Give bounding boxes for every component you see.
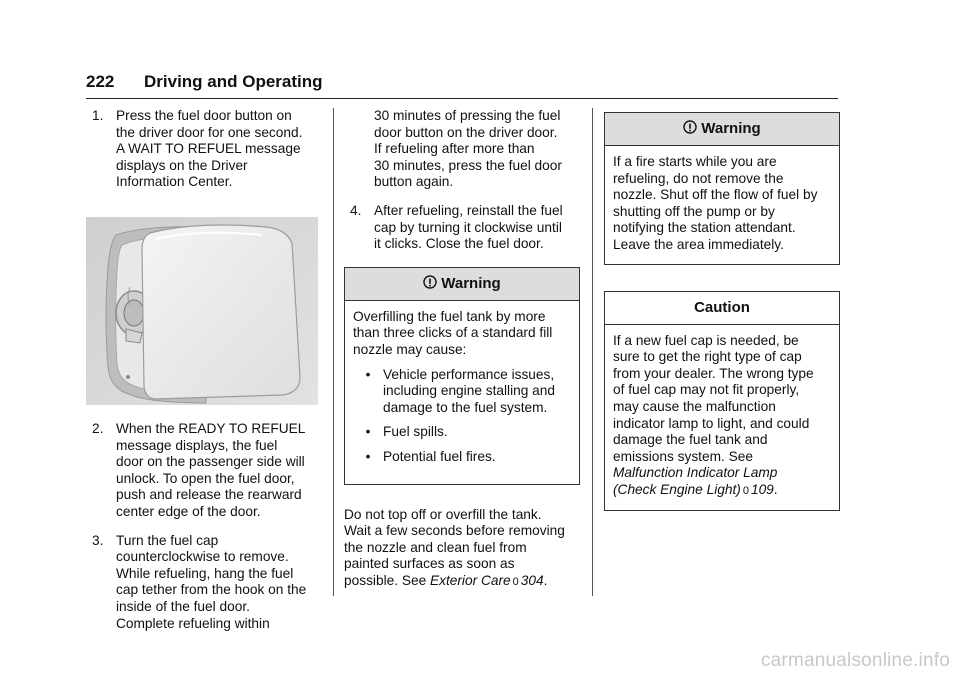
warning-body [345, 301, 579, 484]
warning-heading: Warning [441, 274, 501, 292]
caution-box-fuel-cap [604, 291, 840, 511]
warning-box-fire [604, 112, 840, 265]
list-item [353, 424, 571, 441]
step-number: 4. [350, 202, 362, 218]
fuel-door-image [86, 217, 318, 405]
bullet-text: Fuel spills. [383, 424, 448, 440]
column-1 [86, 108, 322, 644]
caution-header [605, 292, 839, 325]
bullet-dot: • [365, 448, 371, 464]
list-item [353, 367, 571, 417]
warning-body [605, 146, 839, 264]
warning-header [605, 113, 839, 146]
column-2 [344, 108, 580, 590]
warning-box-overfill [344, 267, 580, 485]
warning-intro: Overfilling the fuel tank by more than three clicks of a standard fill nozzle may cause: [353, 308, 553, 357]
step-number: 3. [92, 532, 104, 548]
step-4 [344, 203, 580, 253]
page-number: 222 [86, 72, 115, 91]
header-rule [86, 98, 838, 99]
warning-text: If a fire starts while you are refueling, do not remove the nozzle. Shut off the flow of fuel by shutting off the pump or by notifying the station attendant. Leave the area immediately. [613, 154, 818, 252]
warning-header [345, 268, 579, 301]
caution-ref [613, 465, 831, 499]
caution-text: If a new fuel cap is needed, be sure to get the right type of cap from your dealer. The wrong type of fuel cap may not fit properly, may cause the malfunction indicator lamp to light, and could damage the fuel tank and emissions system. See [613, 332, 814, 464]
step-text: Turn the fuel cap counterclockwise to remove. While refueling, hang the fuel cap tether from the hook on the inside of the fuel door. Complete refueling within [116, 532, 307, 631]
malfunction-lamp-link[interactable]: Malfunction Indicator Lamp (Check Engine Light) [613, 465, 778, 497]
step-text: Press the fuel door button on the driver door for one second. A WAIT TO REFUEL message displays on the Driver Information Center. [116, 108, 303, 190]
bullet-text: Potential fuel fires. [383, 448, 496, 464]
step-2 [86, 421, 322, 521]
step-text: When the READY TO REFUEL message displays, the fuel door on the passenger side will unlock. To open the fuel door, push and release the rearward center edge of the door. [116, 420, 306, 519]
column-3 [604, 108, 840, 529]
column-divider-2 [592, 108, 593, 596]
page-ref-number[interactable]: 109 [750, 481, 774, 497]
overfill-paragraph [344, 507, 580, 591]
bullet-text: Vehicle performance issues, including engine stalling and damage to the fuel system. [383, 366, 555, 415]
bullet-dot: • [365, 424, 371, 440]
warning-icon [683, 120, 697, 134]
warning-bullet-list [353, 367, 571, 466]
page-ref-icon: 0 [742, 484, 749, 497]
exterior-care-link[interactable]: Exterior Care [429, 572, 511, 588]
step-text: After refueling, reinstall the fuel cap by turning it clockwise until it clicks. Close the fuel door. [374, 202, 563, 252]
step-1 [86, 108, 322, 191]
step-3 [86, 533, 322, 633]
page-ref-number[interactable]: 304 [520, 572, 544, 588]
paragraph-text: Do not top off or overfill the tank. Wait a few seconds before removing the nozzle and clean fuel from painted surfaces as soon as possible. See [344, 506, 565, 588]
list-item [353, 449, 571, 466]
site-watermark: carmanualsonline.info [760, 650, 950, 671]
caution-heading: Caution [694, 298, 750, 316]
bullet-dot: • [365, 366, 371, 382]
page-ref-icon: 0 [512, 575, 519, 588]
caution-body [605, 325, 839, 510]
step-number: 2. [92, 420, 104, 436]
caution-end: . [773, 481, 778, 497]
section-title: Driving and Operating [144, 72, 323, 91]
warning-icon [423, 275, 437, 289]
page-header [86, 72, 838, 100]
fuel-door-illustration [86, 217, 318, 405]
step-number: 1. [92, 108, 104, 123]
column-divider-1 [333, 108, 334, 596]
warning-heading: Warning [701, 120, 761, 137]
paragraph-end: . [543, 572, 548, 588]
step-3-continued: 30 minutes of pressing the fuel door button on the driver door. If refueling after more than 30 minutes, press the fuel door button again. [374, 108, 562, 190]
